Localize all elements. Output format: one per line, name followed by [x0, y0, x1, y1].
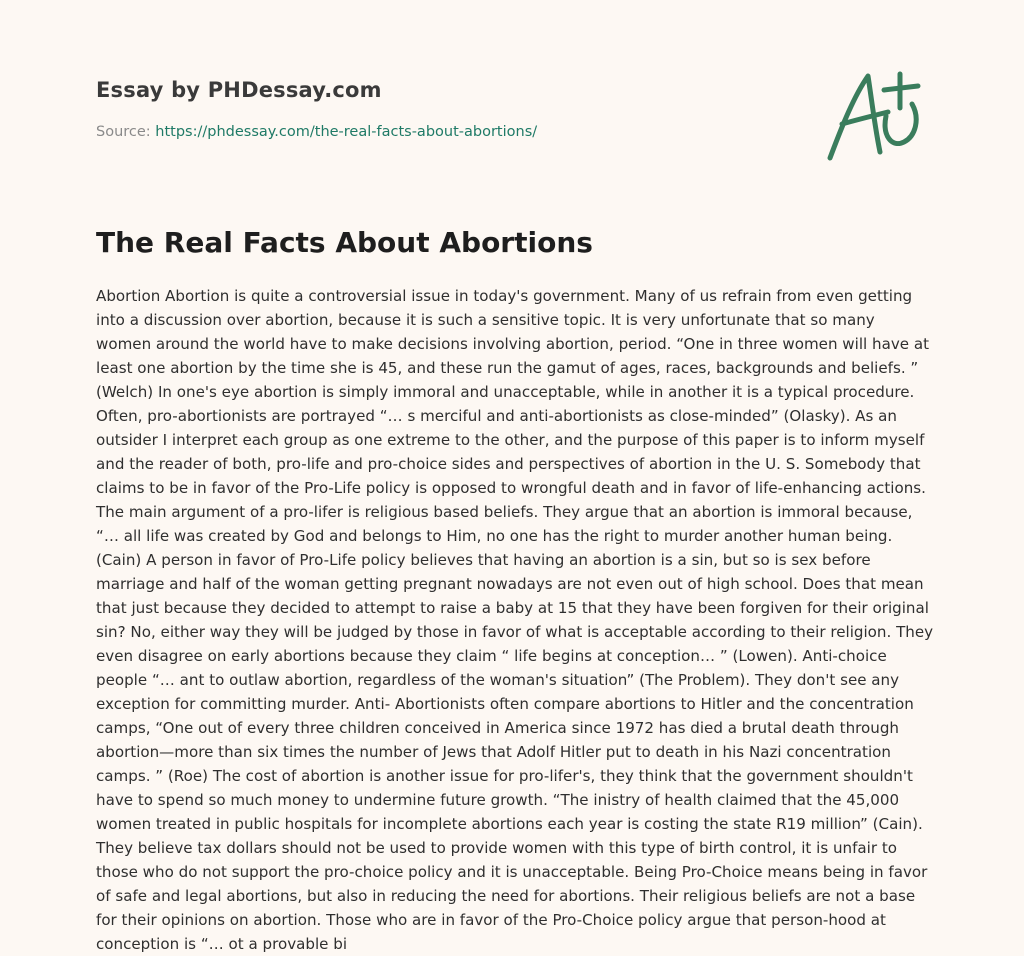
a-plus-logo-icon	[820, 66, 930, 166]
site-brand: Essay by PHDessay.com	[96, 78, 382, 102]
article-body: Abortion Abortion is quite a controversial issue in today's government. Many of us refrain from even getting into a discussion over abortion, because it is such a sensitive topic. It is very unfortunate that so many women around the world have to make decisions involving abortion, period. “One in three women will have at least one abortion by the time she is 45, and these run the gamut of ages, races, backgrounds and beliefs. ” (Welch) In one's eye abortion is simply immoral and unacceptable, while in another it is a typical procedure. Often, pro-abortionists are portrayed “… s merciful and anti-abortionists as close-minded” (Olasky). As an outsider I interpret each group as one extreme to the other, and the purpose of this paper is to inform myself and the reader of both, pro-life and pro-choice sides and perspectives of abortion in the U. S. Somebody that claims to be in favor of the Pro-Life policy is opposed to wrongful death and in favor of life-enhancing actions. The main argument of a pro-lifer is religious based beliefs. They argue that an abortion is immoral because, “… all life was created by God and belongs to Him, no one has the right to murder another human being. (Cain) A person in favor of Pro-Life policy believes that having an abortion is a sin, but so is sex before marriage and half of the woman getting pregnant nowadays are not even out of high school. Does that mean that just because they decided to attempt to raise a baby at 15 that they have been forgiven for their original sin? No, either way they will be judged by those in favor of what is acceptable according to their religion. They even disagree on early abortions because they claim “ life begins at conception… ” (Lowen). Anti-choice people “… ant to outlaw abortion, regardless of the woman's situation” (The Problem). They don't see any exception for committing murder. Anti- Abortionists often compare abortions to Hitler and the concentration camps, “One out of every three children conceived in America since 1972 has died a brutal death through abortion—more than six times the number of Jews that Adolf Hitler put to death in his Nazi concentration camps. ” (Roe) The cost of abortion is another issue for pro-lifer's, they think that the government shouldn't have to spend so much money to undermine future growth. “The inistry of health claimed that the 45,000 women treated in public hospitals for incomplete abortions each year is costing the state R19 million” (Cain). They believe tax dollars should not be used to provide women with this type of birth control, it is unfair to those who do not support the pro-choice policy and it is unacceptable. Being Pro-Choice means being in favor of safe and legal abortions, but also in reducing the need for abortions. Their religious beliefs are not a base for their opinions on abortion. Those who are in favor of the Pro-Choice policy argue that person-hood at conception is “… ot a provable bi	[96, 287, 934, 953]
article-title: The Real Facts About Abortions	[96, 226, 593, 259]
source-line	[96, 124, 537, 140]
source-link[interactable]: https://phdessay.com/the-real-facts-about-abortions/	[155, 124, 538, 140]
source-label: Source:	[96, 124, 156, 140]
